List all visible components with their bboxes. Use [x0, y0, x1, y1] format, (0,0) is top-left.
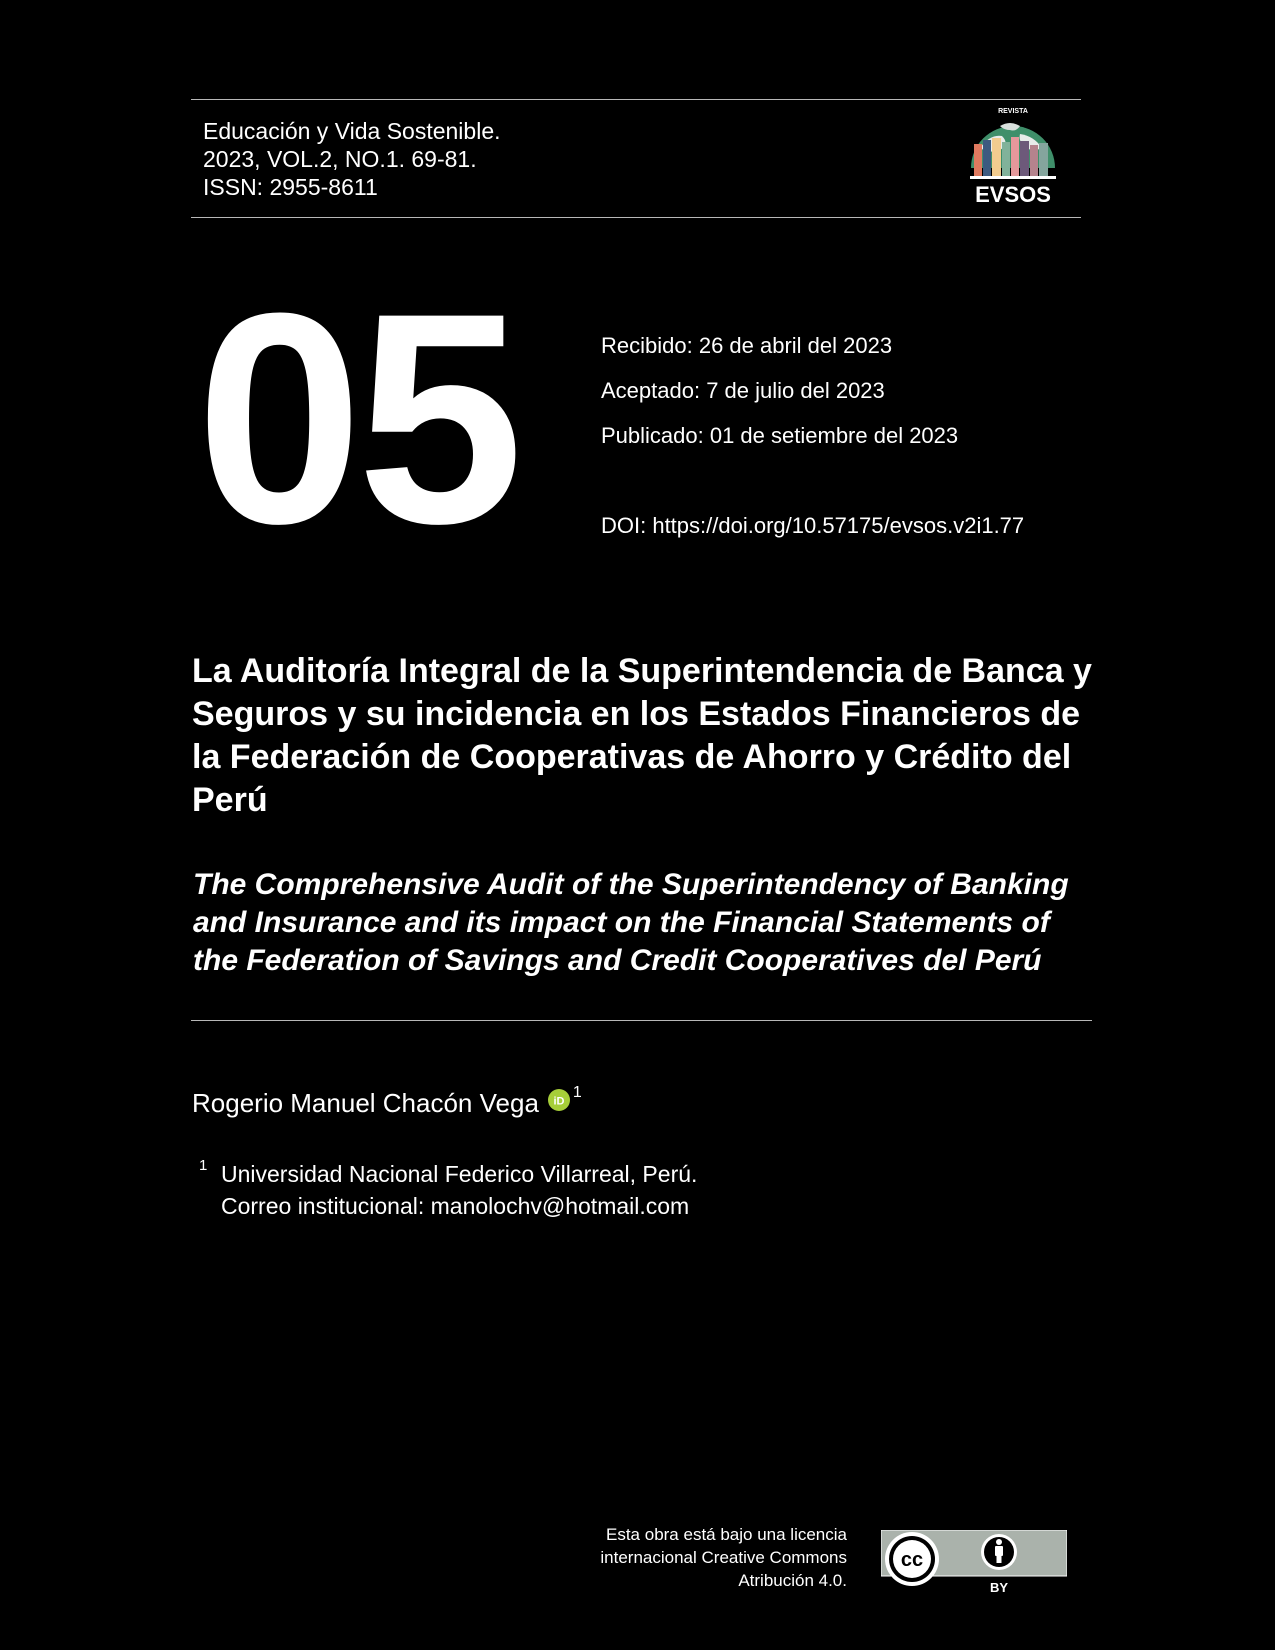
author-affiliation-mark: 1	[572, 1084, 582, 1101]
doi-link[interactable]: DOI: https://doi.org/10.57175/evsos.v2i1.77	[601, 513, 1025, 538]
title-spanish: La Auditoría Integral de la Superintendencia de Banca y Seguros y su incidencia en los Estados Financieros de la Federación de Cooperativas de Ahorro y Crédito del Perú	[192, 652, 1092, 819]
author-name: Rogerio Manuel Chacón Vega	[192, 1088, 539, 1118]
affiliation-email: Correo institucional: manolochv@hotmail.com	[221, 1193, 690, 1219]
cc-by-badge[interactable]	[881, 1530, 1067, 1596]
article-number: 05	[196, 250, 518, 586]
by-label: BY	[989, 1580, 1009, 1595]
date-published: Publicado: 01 de setiembre del 2023	[601, 423, 959, 448]
cc-icon	[885, 1532, 939, 1586]
journal-issn: ISSN: 2955-8611	[203, 174, 378, 200]
title-english: The Comprehensive Audit of the Superintendency of Banking and Insurance and its impact on the Financial Statements of the Federation of Savings and Credit Cooperatives del Perú	[193, 868, 1069, 977]
affiliation-institution: Universidad Nacional Federico Villarreal, Perú.	[221, 1161, 698, 1187]
journal-name: Educación y Vida Sostenible.	[203, 118, 501, 144]
author-line	[192, 1084, 582, 1119]
title-rule	[191, 1020, 1092, 1021]
license-line-1: Esta obra está bajo una licencia	[606, 1525, 847, 1544]
date-received: Recibido: 26 de abril del 2023	[601, 333, 893, 358]
license-line-3: Atribución 4.0.	[738, 1571, 847, 1590]
logo-name: EVSOS	[975, 182, 1051, 207]
license-line-2: internacional Creative Commons	[600, 1548, 847, 1567]
cc-label: cc	[900, 1549, 924, 1571]
logo-top-label: REVISTA	[998, 108, 1028, 115]
orcid-icon[interactable]	[548, 1089, 570, 1111]
header-bottom-rule	[191, 217, 1081, 218]
date-accepted: Aceptado: 7 de julio del 2023	[601, 378, 885, 403]
affiliation	[221, 1158, 697, 1222]
journal-volume: 2023, VOL.2, NO.1. 69-81.	[203, 146, 477, 172]
license-text	[530, 1523, 847, 1592]
header-top-rule	[191, 99, 1081, 100]
orcid-label: iD	[553, 1095, 565, 1108]
journal-info	[203, 117, 501, 201]
evsos-logo	[960, 104, 1066, 208]
article-dates	[601, 333, 958, 468]
attribution-icon	[981, 1534, 1017, 1570]
affiliation-number: 1	[199, 1157, 208, 1174]
